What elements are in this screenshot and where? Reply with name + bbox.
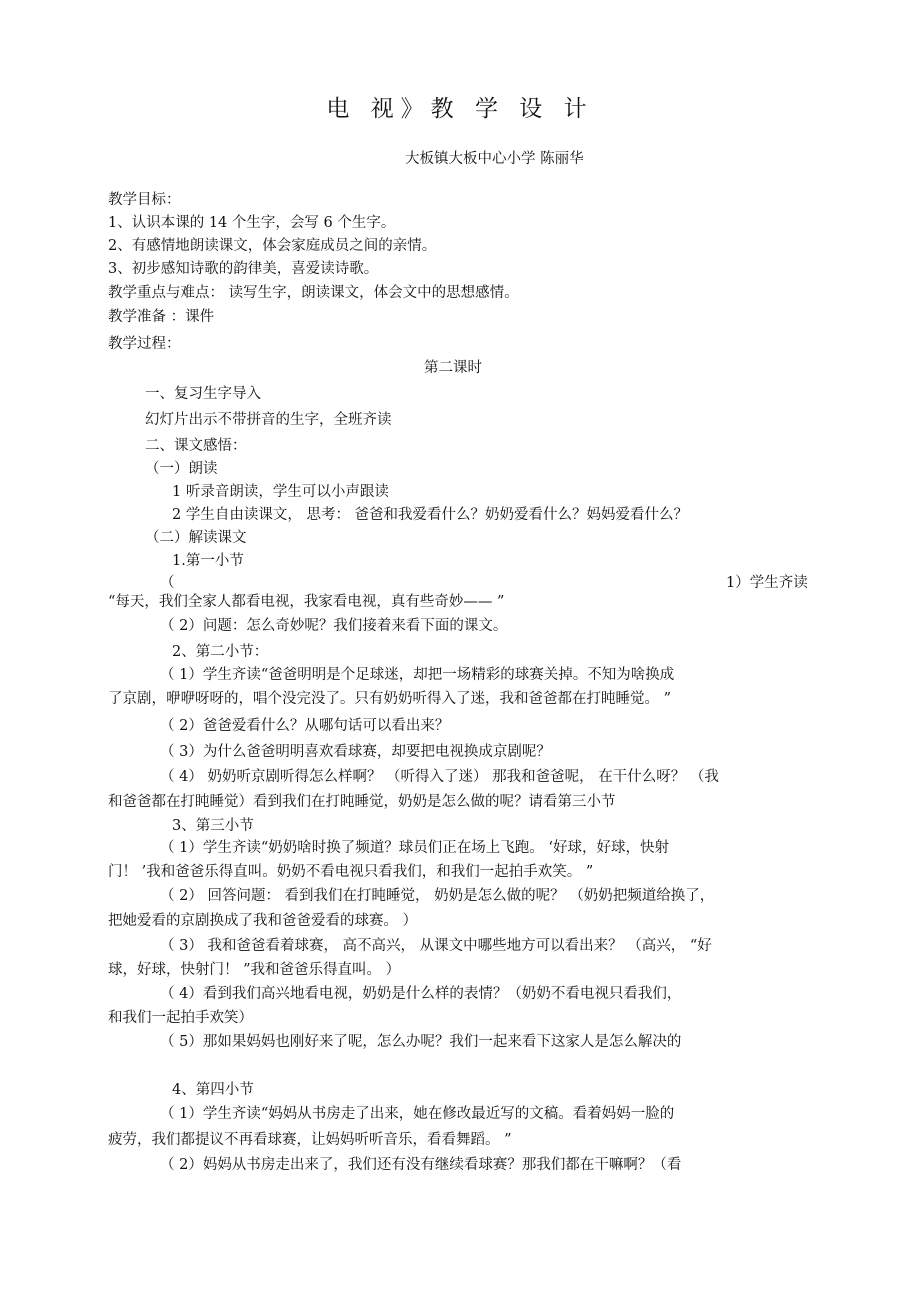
paragraph-line: （ 5）那如果妈妈也刚好来了呢，怎么办呢？我们一起来看下这家人是怎么解决的 — [160, 1034, 682, 1050]
paragraph-line: （ 1）学生齐读“奶奶啥时换了频道？球员们正在场上飞跑。 ‘好球，好球，快射 — [160, 840, 669, 856]
paragraph-line: （ 2） 回答问题： 看到我们在打盹睡觉， 奶奶是怎么做的呢？ （奶奶把频道给换了， — [160, 888, 715, 904]
paragraph-line: （ 1）学生齐读“爸爸明明是个足球迷，却把一场精彩的球赛关掉。不知为啥换成 — [160, 667, 675, 683]
paragraph-line: （ 3）为什么爸爸明明喜欢看球赛，却要把电视换成京剧呢？ — [160, 744, 551, 760]
goal-item: 2、有感情地朗读课文，体会家庭成员之间的亲情。 — [108, 238, 437, 254]
paragraph-line: 和爸爸都在打盹睡觉）看到我们在打盹睡觉，奶奶是怎么做的呢？请看第三小节 — [108, 794, 616, 810]
part-heading: 2、第二小节： — [172, 644, 269, 660]
paragraph-line: （ 4） 奶奶听京剧听得怎么样啊？ （听得入了迷） 那我和爸爸呢， 在干什么呀？ （我 — [160, 769, 719, 785]
paragraph-line: （ 1）学生齐读“妈妈从书房走了出来，她在修改最近写的文稿。看着妈妈一脸的 — [160, 1106, 675, 1122]
part-heading: 3、第三小节 — [172, 818, 254, 834]
reading-step: 1 听录音朗读，学生可以小声跟读 — [172, 484, 389, 500]
paragraph-line: 把她爱看的京剧换成了我和爸爸爱看的球赛。 ） — [108, 913, 418, 929]
reading-step: 2 学生自由读课文， 思考： 爸爸和我爱看什么？奶奶爱看什么？妈妈爱看什么？ — [172, 507, 689, 523]
author-line: 大板镇大板中心小学 陈丽华 — [405, 151, 584, 167]
paragraph-line: （ 2）问题：怎么奇妙呢？我们接着来看下面的课文。 — [160, 618, 508, 634]
paragraph-line: （ 3） 我和爸爸看着球赛， 高不高兴， 从课文中哪些地方可以看出来？ （高兴， “好 — [160, 938, 712, 954]
goal-item: 3、初步感知诗歌的韵律美，喜爱读诗歌。 — [108, 261, 379, 277]
goal-item: 1、认识本课的 14 个生字，会写 6 个生字。 — [108, 215, 396, 231]
paragraph-line: 和我们一起拍手欢笑） — [108, 1010, 253, 1026]
paragraph-line: （ 2）妈妈从书房走出来了，我们还有没有继续看球赛？那我们都在干嘛啊？（看 — [160, 1157, 682, 1173]
paragraph-line: 了京剧，咿咿呀呀的，唱个没完没了。只有奶奶听得入了迷，我和爸爸都在打盹睡觉。 ” — [108, 691, 672, 707]
section-heading: 二、课文感悟： — [145, 438, 247, 454]
key-points: 教学重点与难点： 读写生字，朗读课文，体会文中的思想感情。 — [108, 285, 519, 301]
subsection-heading: （二）解读课文 — [145, 530, 247, 546]
section-text: 幻灯片出示不带拼音的生字，全班齐读 — [145, 412, 392, 428]
paragraph-line: 1）学生齐读 — [726, 575, 808, 591]
paragraph-line: 门！ ’我和爸爸乐得直叫。奶奶不看电视只看我们，和我们一起拍手欢笑。 ” — [108, 864, 594, 880]
part-heading: 1.第一小节 — [172, 553, 244, 569]
subsection-heading: （一）朗读 — [145, 461, 218, 477]
section-heading: 一、复习生字导入 — [145, 386, 261, 402]
paragraph-line: “每天，我们全家人都看电视，我家看电视，真有些奇妙—— ” — [108, 594, 505, 610]
goals-heading: 教学目标： — [108, 192, 181, 208]
paragraph-line: 球，好球，快射门！ ”我和爸爸乐得直叫。 ） — [108, 962, 401, 978]
paragraph-line: （ 2）爸爸爱看什么？从哪句话可以看出来？ — [160, 718, 450, 734]
part-heading: 4、第四小节 — [172, 1082, 254, 1098]
lesson-label: 第二课时 — [424, 360, 482, 376]
document-title: 电 视》教 学 设 计 — [326, 96, 594, 122]
preparation: 教学准备 ：课件 — [108, 309, 215, 325]
paragraph-line: （ — [160, 575, 175, 591]
process-heading: 教学过程： — [108, 336, 181, 352]
paragraph-line: （ 4）看到我们高兴地看电视，奶奶是什么样的表情？（奶奶不看电视只看我们， — [160, 986, 682, 1002]
paragraph-line: 疲劳，我们都提议不再看球赛，让妈妈听听音乐，看看舞蹈。 ” — [108, 1132, 512, 1148]
